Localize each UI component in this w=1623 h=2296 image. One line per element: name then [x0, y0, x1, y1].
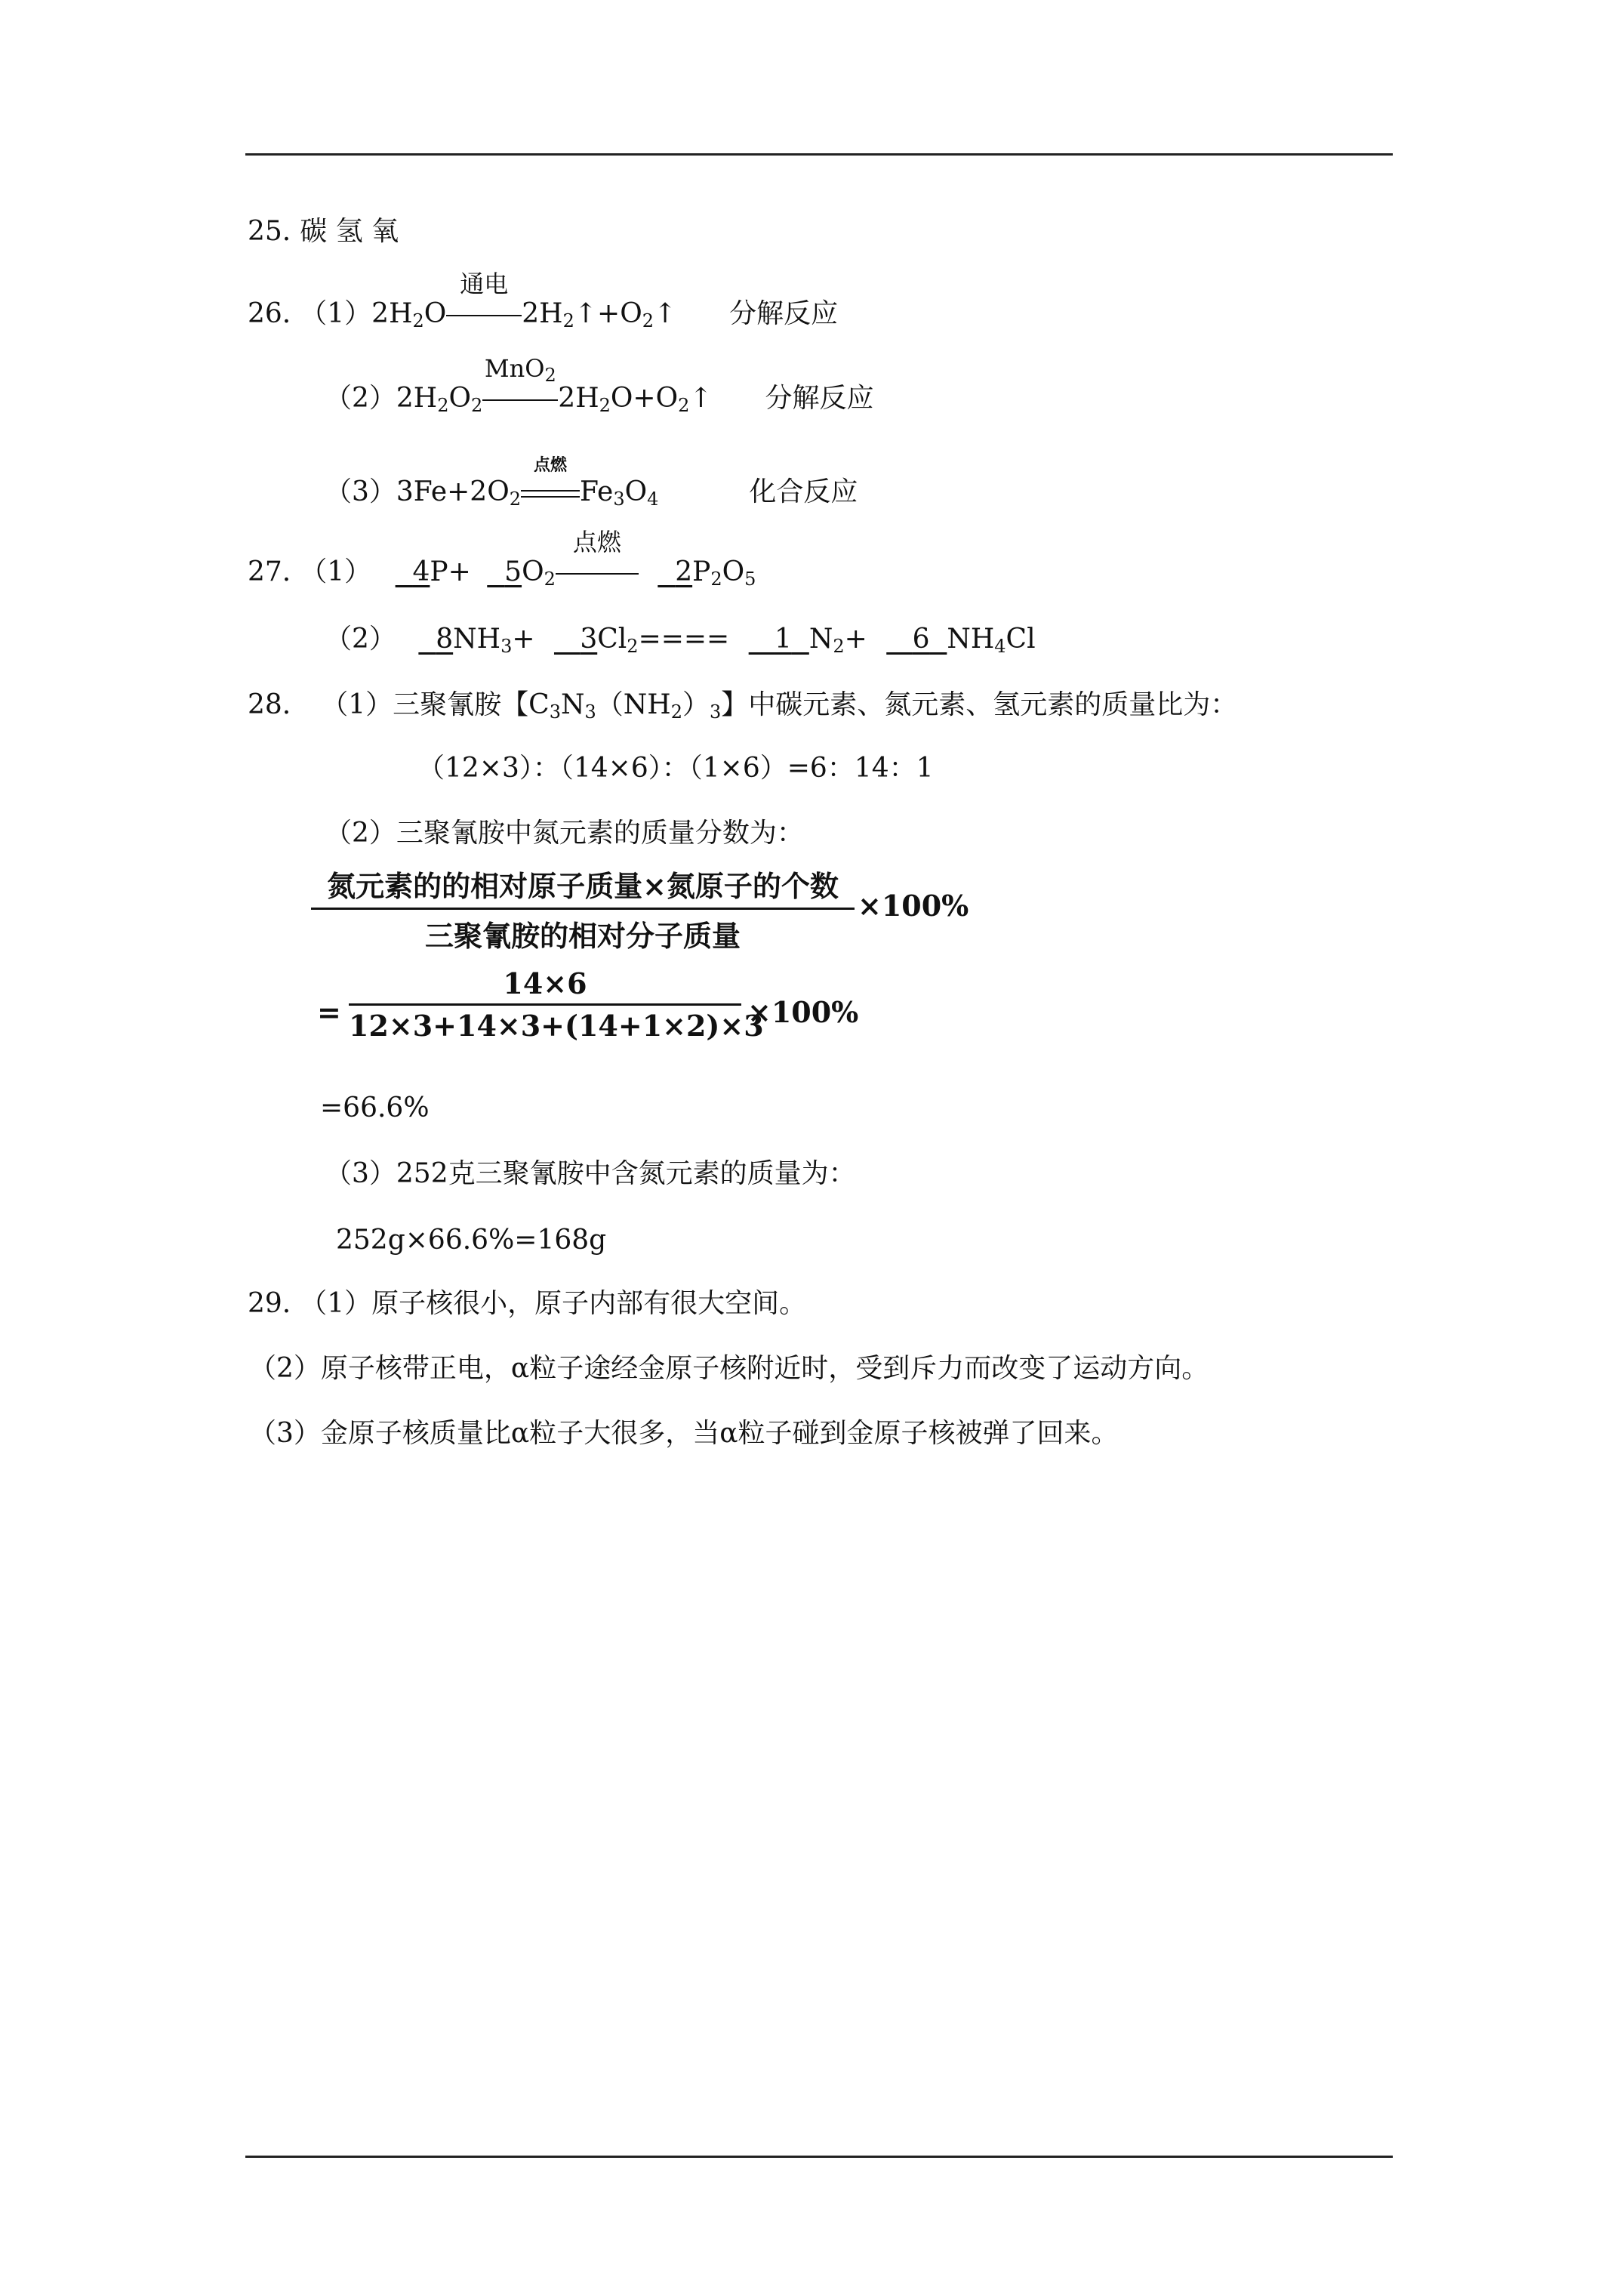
coefficient-blank: 5: [504, 556, 522, 587]
mass-ratio-calculation: （12×3）：（14×6）：（1×6）=6：14：1: [417, 753, 934, 784]
fraction-numerator: 14×6: [503, 966, 587, 1000]
item-label: （1）: [300, 556, 372, 587]
question-28-part-2: （2）三聚氰胺中氮元素的质量分数为：: [325, 818, 804, 849]
coefficient-blank: 3: [580, 624, 598, 655]
reaction-type: 化合反应: [749, 476, 858, 507]
nitrogen-mass-calculation: 252g×66.6%=168g: [336, 1225, 607, 1256]
question-29-part-2: （2）原子核带正电，α粒子途经金原子核附近时，受到斥力而改变了运动方向。: [249, 1353, 1209, 1384]
question-number: 29.: [248, 1288, 291, 1319]
equals-sign: =: [317, 995, 341, 1029]
coefficient-blank: 8: [436, 624, 454, 655]
coefficient-blank: 1: [775, 624, 792, 655]
question-text: （1）三聚氰胺【C: [321, 689, 550, 720]
species: $O_2$: [522, 556, 556, 590]
numeric-fraction: [349, 966, 764, 1043]
item-label: （1）: [300, 298, 372, 329]
fraction-denominator: 12×3+14×3+(14+1×2)×3: [349, 1009, 764, 1043]
question-number: 26.: [248, 298, 291, 329]
reaction-condition: MnO$_2$: [482, 382, 558, 415]
question-29-part-1: [248, 1287, 806, 1321]
reaction-condition: 点燃: [521, 476, 580, 509]
question-25: [248, 215, 399, 248]
percent-factor: ×100%: [858, 889, 969, 923]
reaction-type: 分解反应: [729, 298, 839, 329]
reaction-condition: 通电: [446, 297, 522, 331]
item-label: （2）: [325, 624, 396, 655]
question-number: 28.: [248, 689, 291, 720]
question-26-reaction-3: [325, 455, 858, 510]
species: $P_2O_5$: [692, 556, 756, 590]
coefficient-blank: 4: [412, 556, 430, 587]
species: $N_2+$: [808, 624, 867, 657]
question-29-part-3: （3）金原子核质量比α粒子大很多，当α粒子碰到金原子核被弹了回来。: [249, 1418, 1119, 1449]
mass-fraction-result: =66.6%: [320, 1093, 430, 1123]
reaction-type: 分解反应: [765, 383, 874, 414]
footer-rule: [245, 2156, 1393, 2158]
answer-text: （1）原子核很小，原子内部有很大空间。: [300, 1288, 807, 1319]
question-26-reaction-1: [248, 270, 839, 331]
product: $2H_2O+O_2↑$: [558, 383, 713, 416]
question-28-part-3: （3）252克三聚氰胺中含氮元素的质量为：: [325, 1158, 856, 1189]
product: $Fe_3O_4$: [580, 476, 659, 510]
answer-text: 碳 氢 氧: [300, 216, 399, 247]
reaction-condition: 点燃: [556, 556, 639, 589]
reactant: $2H_2O_2$: [396, 383, 483, 416]
reactant: $3Fe+2O_2$: [396, 476, 521, 510]
header-rule: [245, 153, 1393, 156]
item-label: （2）: [325, 383, 396, 414]
coefficient-blank: 6: [912, 624, 930, 655]
question-number: 27.: [248, 556, 291, 587]
fraction-numerator: 氮元素的的相对原子质量×氮原子的个数: [327, 869, 839, 903]
species: $NH_4Cl$: [947, 624, 1036, 657]
question-26-reaction-2: [325, 354, 874, 416]
coefficient-blank: 2: [675, 556, 693, 587]
species: $NH_3+$: [453, 624, 535, 657]
species: $Cl_2====$: [597, 624, 730, 657]
question-number: 25.: [248, 216, 291, 247]
percent-factor: ×100%: [747, 995, 859, 1029]
product: $2H_2↑+O_2↑$: [522, 298, 677, 331]
question-27-equation-1: [248, 528, 756, 590]
formula-fraction: [311, 863, 855, 954]
reactant: $2H_2O$: [371, 298, 447, 331]
fraction-denominator: 三聚氰胺的相对分子质量: [424, 919, 741, 953]
species: P+: [430, 556, 471, 587]
question-28-part-1: 28. （1）三聚氰胺【$C_3N_3(NH_2)_3$】中碳元素、氮元素、氢元素的质量比为：: [248, 689, 1238, 723]
question-27-equation-2: [325, 623, 1036, 656]
item-label: （3）: [325, 476, 396, 507]
